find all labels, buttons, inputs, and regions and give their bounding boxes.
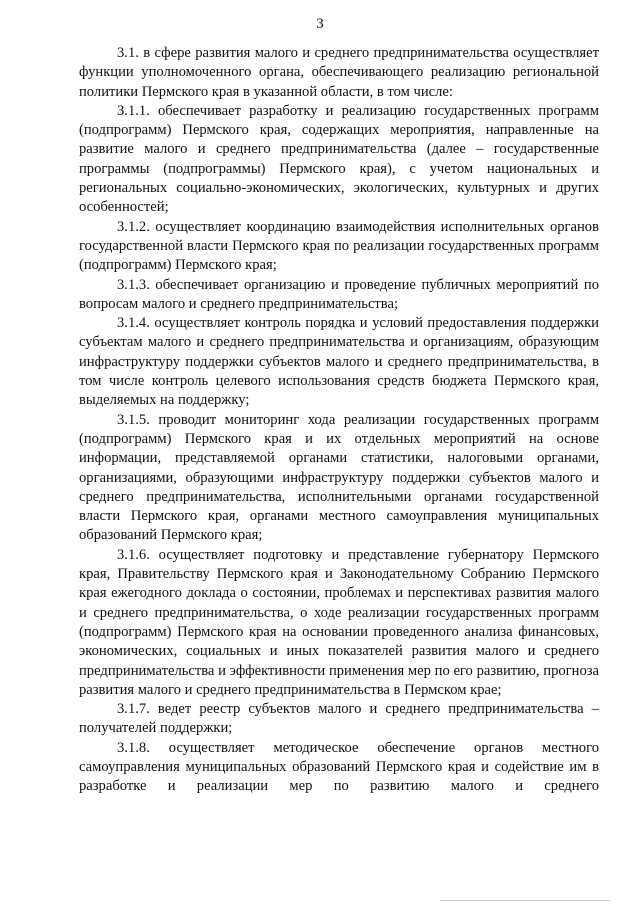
paragraph-3-1-3: 3.1.3. обеспечивает организацию и проведение публичных мероприятий по вопросам малого и среднего предпринимательства;	[79, 276, 599, 312]
paragraph-3-1-6: 3.1.6. осуществляет подготовку и представление губернатору Пермского края, Правительству Пермского края и Законодательному Собранию Пермского края ежегодного доклада о состоянии, проблемах и перспективах развития малого и среднего предпринимательства, о ходе реализации государственных программ (подпрограмм) Пермского края на основании проведенного анализа финансовых, экономических, социальных и иных показателей развития малого и среднего предпринимательства и эффективности применения мер по его развитию, прогноза развития малого и среднего предпринимательства в Пермском крае;	[79, 546, 599, 698]
paragraph-3-1-7: 3.1.7. ведет реестр субъектов малого и среднего предпринимательства – получателей поддержки;	[79, 701, 599, 737]
page-number: 3	[316, 16, 324, 32]
document-body	[79, 44, 599, 797]
scan-edge-line	[440, 900, 610, 901]
paragraph-3-1: 3.1. в сфере развития малого и среднего предпринимательства осуществляет функции уполномоченного органа, обеспечивающего реализацию региональной политики Пермского края в указанной области, в том числе:	[79, 45, 599, 100]
paragraph-3-1-2: 3.1.2. осуществляет координацию взаимодействия исполнительных органов государственной власти Пермского края по реализации государственных программ (подпрограмм) Пермского края;	[79, 218, 599, 274]
paragraph-3-1-8: 3.1.8. осуществляет методическое обеспечение органов местного самоуправления муниципальных образований Пермского края и содействие им в разработке и реализации мер по развитию малого и среднего	[79, 739, 599, 795]
paragraph-3-1-1: 3.1.1. обеспечивает разработку и реализацию государственных программ (подпрограмм) Пермского края, содержащих мероприятия, направленные на развитие малого и среднего предпринимательства (далее – государственные программы (подпрограммы) Пермского края), с учетом национальных и региональных социально-экономических, экологических, культурных и других особенностей;	[79, 102, 599, 216]
paragraph-3-1-5: 3.1.5. проводит мониторинг хода реализации государственных программ (подпрограмм) Пермского края и их отдельных мероприятий на основе информации, представляемой органами статистики, налоговыми органами, организациями, образующими инфраструктуру поддержки субъектов малого и среднего предпринимательства, исполнительными органами государственной власти Пермского края, органами местного самоуправления муниципальных образований Пермского края;	[79, 411, 599, 544]
paragraph-3-1-4: 3.1.4. осуществляет контроль порядка и условий предоставления поддержки субъектам малого и среднего предпринимательства и организациям, образующим инфраструктуру поддержки субъектов малого и среднего предпринимательства, в том числе контроль целевого использования средств бюджета Пермского края, выделяемых на поддержку;	[79, 315, 599, 409]
